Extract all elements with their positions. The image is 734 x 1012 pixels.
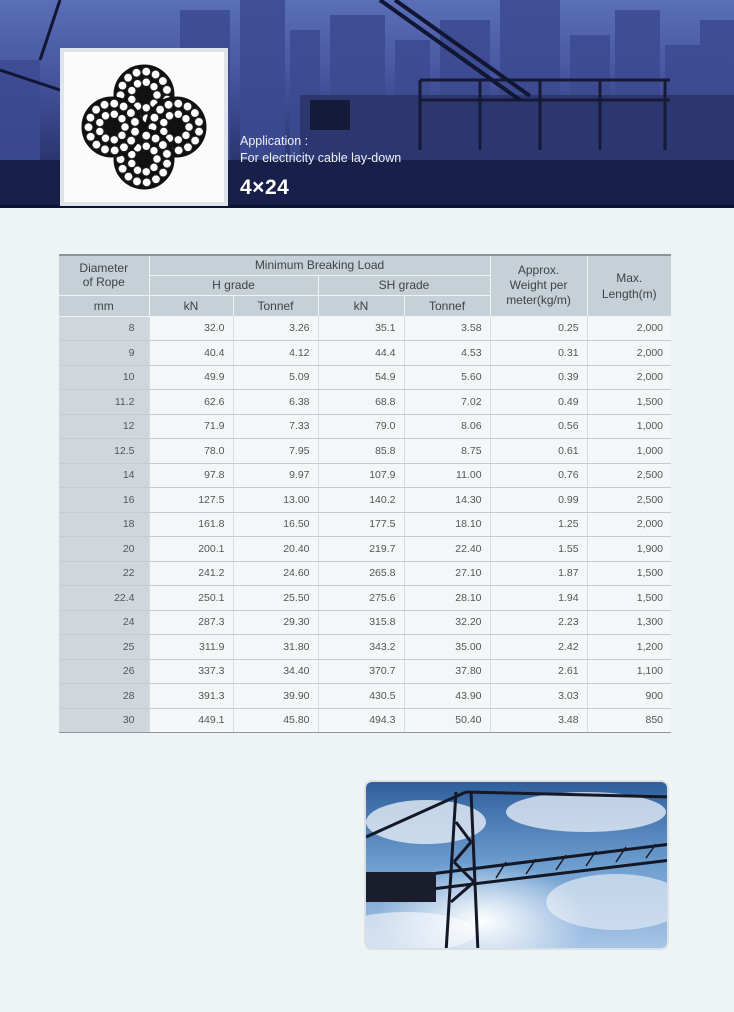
sh-kn-cell: 35.1 [318, 316, 404, 341]
wire-circle [131, 127, 140, 136]
sh-kn-cell: 85.8 [318, 439, 404, 464]
wire-circle [163, 149, 172, 158]
table-row [59, 414, 671, 439]
wire-circle [174, 99, 183, 108]
diameter-cell: 18 [59, 512, 149, 537]
diameter-cell: 16 [59, 488, 149, 513]
wire-circle [137, 88, 151, 102]
sh-tonnef-cell: 50.40 [404, 708, 490, 733]
sh-tonnef-cell: 7.02 [404, 390, 490, 415]
weight-cell: 1.55 [490, 537, 587, 562]
h-tonnef-cell: 24.60 [233, 561, 318, 586]
sh-kn-cell: 265.8 [318, 561, 404, 586]
h-tonnef-cell: 39.90 [233, 684, 318, 709]
max-length-cell: 850 [587, 708, 671, 733]
wire-circle [118, 81, 127, 90]
h-tonnef-cell: 7.33 [233, 414, 318, 439]
h-tonnef-cell: 16.50 [233, 512, 318, 537]
header-weight [490, 255, 587, 316]
sh-kn-cell: 54.9 [318, 365, 404, 390]
table-row [59, 635, 671, 660]
wire-circle [150, 82, 158, 90]
wire-circle [142, 104, 150, 112]
rope-spec-table [59, 254, 671, 733]
wire-circle [137, 152, 151, 166]
max-length-cell: 1,000 [587, 439, 671, 464]
diameter-cell: 30 [59, 708, 149, 733]
h-kn-cell: 241.2 [149, 561, 233, 586]
rope-strand-diagram [64, 52, 224, 202]
wire-circle [164, 100, 173, 109]
max-length-cell: 1,100 [587, 659, 671, 684]
table-row [59, 537, 671, 562]
wire-circle [163, 85, 172, 94]
wire-circle [153, 91, 161, 99]
sh-tonnef-cell: 3.58 [404, 316, 490, 341]
header-weight-line2: Weight per [509, 278, 568, 293]
diameter-cell: 26 [59, 659, 149, 684]
sh-kn-cell: 140.2 [318, 488, 404, 513]
header-sh-kn: kN [318, 295, 404, 316]
sh-tonnef-cell: 8.06 [404, 414, 490, 439]
wire-circle [100, 100, 109, 109]
wire-circle [160, 118, 168, 126]
table-row [59, 708, 671, 733]
weight-cell: 0.99 [490, 488, 587, 513]
sh-kn-cell: 177.5 [318, 512, 404, 537]
wire-circle [118, 164, 127, 173]
h-kn-cell: 32.0 [149, 316, 233, 341]
wire-circle [191, 136, 200, 145]
table-row [59, 659, 671, 684]
h-kn-cell: 287.3 [149, 610, 233, 635]
h-tonnef-cell: 6.38 [233, 390, 318, 415]
diameter-cell: 9 [59, 341, 149, 366]
wire-circle [110, 136, 118, 144]
header-diameter-unit: mm [59, 295, 149, 316]
h-tonnef-cell: 7.95 [233, 439, 318, 464]
max-length-cell: 2,000 [587, 341, 671, 366]
diameter-cell: 22.4 [59, 586, 149, 611]
wire-circle [150, 146, 158, 154]
sh-tonnef-cell: 27.10 [404, 561, 490, 586]
header-diameter [59, 255, 149, 295]
wire-circle [118, 131, 126, 139]
sh-tonnef-cell: 4.53 [404, 341, 490, 366]
diameter-cell: 10 [59, 365, 149, 390]
wire-circle [183, 102, 192, 111]
h-kn-cell: 71.9 [149, 414, 233, 439]
wire-circle [119, 102, 128, 111]
wire-circle [151, 70, 160, 79]
table-row [59, 512, 671, 537]
wire-circle [132, 68, 141, 77]
wire-circle [184, 143, 193, 152]
rope-spec-table-container [59, 254, 671, 733]
wire-circle [152, 175, 161, 184]
header-banner [0, 0, 734, 208]
sh-kn-cell: 107.9 [318, 463, 404, 488]
wire-circle [110, 99, 119, 108]
wire-circle [142, 168, 150, 176]
table-row [59, 586, 671, 611]
max-length-cell: 1,500 [587, 390, 671, 415]
application-block [240, 133, 401, 167]
wire-circle [174, 110, 182, 118]
wire-circle [121, 123, 129, 131]
h-kn-cell: 62.6 [149, 390, 233, 415]
wire-circle [156, 105, 165, 114]
h-kn-cell: 250.1 [149, 586, 233, 611]
sh-tonnef-cell: 18.10 [404, 512, 490, 537]
wire-circle [195, 117, 204, 126]
header-max-length-line2: Length(m) [601, 286, 657, 301]
sh-tonnef-cell: 28.10 [404, 586, 490, 611]
wire-circle [182, 131, 190, 139]
header-diameter-line1: Diameter [79, 261, 129, 276]
wire-circle [118, 114, 126, 122]
h-tonnef-cell: 25.50 [233, 586, 318, 611]
wire-circle [92, 105, 101, 114]
diameter-cell: 24 [59, 610, 149, 635]
wire-circle [92, 140, 101, 149]
h-kn-cell: 337.3 [149, 659, 233, 684]
header-max-length [587, 255, 671, 316]
h-tonnef-cell: 34.40 [233, 659, 318, 684]
sh-tonnef-cell: 22.40 [404, 537, 490, 562]
h-tonnef-cell: 13.00 [233, 488, 318, 513]
table-row [59, 439, 671, 464]
wire-circle [96, 127, 104, 135]
h-tonnef-cell: 45.80 [233, 708, 318, 733]
rope-spec-title: 4×24 [240, 176, 290, 199]
max-length-cell: 1,000 [587, 414, 671, 439]
table-row [59, 684, 671, 709]
sh-kn-cell: 44.4 [318, 341, 404, 366]
wire-circle [150, 163, 158, 171]
header-h-grade: H grade [149, 275, 318, 295]
h-kn-cell: 49.9 [149, 365, 233, 390]
diameter-cell: 28 [59, 684, 149, 709]
sh-tonnef-cell: 35.00 [404, 635, 490, 660]
table-row [59, 390, 671, 415]
max-length-cell: 1,200 [587, 635, 671, 660]
h-kn-cell: 40.4 [149, 341, 233, 366]
wire-circle [142, 67, 151, 76]
table-row [59, 488, 671, 513]
h-tonnef-cell: 3.26 [233, 316, 318, 341]
h-kn-cell: 97.8 [149, 463, 233, 488]
wire-circle [142, 131, 151, 140]
max-length-cell: 2,000 [587, 316, 671, 341]
sh-tonnef-cell: 32.20 [404, 610, 490, 635]
max-length-cell: 1,500 [587, 561, 671, 586]
max-length-cell: 1,300 [587, 610, 671, 635]
wire-circle [86, 132, 95, 141]
h-tonnef-cell: 5.09 [233, 365, 318, 390]
table-row [59, 365, 671, 390]
header-sh-grade: SH grade [318, 275, 490, 295]
wire-circle [133, 166, 141, 174]
wire-circle [96, 118, 104, 126]
header-h-kn: kN [149, 295, 233, 316]
application-text: For electricity cable lay-down [240, 151, 402, 165]
diameter-cell: 8 [59, 316, 149, 341]
weight-cell: 0.76 [490, 463, 587, 488]
wire-circle [153, 155, 161, 163]
weight-cell: 0.61 [490, 439, 587, 464]
sh-kn-cell: 494.3 [318, 708, 404, 733]
wire-circle [174, 146, 183, 155]
sh-kn-cell: 79.0 [318, 414, 404, 439]
max-length-cell: 2,500 [587, 488, 671, 513]
weight-cell: 1.25 [490, 512, 587, 537]
weight-cell: 0.25 [490, 316, 587, 341]
sh-kn-cell: 275.6 [318, 586, 404, 611]
wire-circle [105, 120, 119, 134]
diameter-cell: 20 [59, 537, 149, 562]
weight-cell: 2.61 [490, 659, 587, 684]
sh-kn-cell: 219.7 [318, 537, 404, 562]
wire-circle [101, 145, 110, 154]
h-tonnef-cell: 4.12 [233, 341, 318, 366]
table-body [59, 316, 671, 733]
h-tonnef-cell: 31.80 [233, 635, 318, 660]
header-sh-tonnef: Tonnef [404, 295, 490, 316]
header-weight-line1: Approx. [517, 263, 560, 278]
sh-tonnef-cell: 11.00 [404, 463, 490, 488]
sh-kn-cell: 315.8 [318, 610, 404, 635]
h-kn-cell: 200.1 [149, 537, 233, 562]
weight-cell: 1.94 [490, 586, 587, 611]
header-max-length-line1: Max. [616, 270, 643, 285]
sh-kn-cell: 370.7 [318, 659, 404, 684]
wire-circle [150, 113, 159, 122]
wire-circle [169, 120, 183, 134]
sh-tonnef-cell: 14.30 [404, 488, 490, 513]
weight-cell: 3.48 [490, 708, 587, 733]
wire-circle [84, 123, 93, 132]
sh-kn-cell: 430.5 [318, 684, 404, 709]
table-row [59, 561, 671, 586]
wire-circle [133, 80, 141, 88]
wire-circle [158, 141, 167, 150]
h-tonnef-cell: 20.40 [233, 537, 318, 562]
weight-cell: 3.03 [490, 684, 587, 709]
wire-circle [124, 73, 133, 82]
max-length-cell: 1,900 [587, 537, 671, 562]
wire-circle [142, 78, 150, 86]
h-tonnef-cell: 29.30 [233, 610, 318, 635]
rope-cross-section [60, 48, 228, 206]
wire-circle [165, 112, 173, 120]
weight-cell: 1.87 [490, 561, 587, 586]
h-kn-cell: 127.5 [149, 488, 233, 513]
header-h-tonnef: Tonnef [233, 295, 318, 316]
table-row [59, 610, 671, 635]
header-diameter-line2: of Rope [82, 275, 125, 290]
weight-cell: 0.39 [490, 365, 587, 390]
max-length-cell: 2,500 [587, 463, 671, 488]
weight-cell: 2.23 [490, 610, 587, 635]
sh-tonnef-cell: 8.75 [404, 439, 490, 464]
wire-circle [124, 172, 133, 181]
wire-circle [120, 143, 129, 152]
diameter-cell: 22 [59, 561, 149, 586]
h-tonnef-cell: 9.97 [233, 463, 318, 488]
wire-circle [185, 123, 193, 131]
table-row [59, 463, 671, 488]
max-length-cell: 1,500 [587, 586, 671, 611]
diameter-cell: 11.2 [59, 390, 149, 415]
wire-circle [110, 110, 118, 118]
wire-circle [101, 112, 109, 120]
crane-sky-image [366, 782, 669, 950]
wire-circle [158, 77, 167, 86]
table-row [59, 341, 671, 366]
sh-kn-cell: 68.8 [318, 390, 404, 415]
sh-kn-cell: 343.2 [318, 635, 404, 660]
weight-cell: 0.56 [490, 414, 587, 439]
weight-cell: 2.42 [490, 635, 587, 660]
max-length-cell: 2,000 [587, 512, 671, 537]
sh-tonnef-cell: 43.90 [404, 684, 490, 709]
wire-circle [127, 136, 136, 145]
wire-circle [195, 127, 204, 136]
wire-circle [174, 136, 182, 144]
wire-circle [142, 178, 151, 187]
wire-circle [142, 142, 150, 150]
wire-circle [110, 146, 119, 155]
wire-circle [101, 134, 109, 142]
sh-tonnef-cell: 5.60 [404, 365, 490, 390]
h-kn-cell: 161.8 [149, 512, 233, 537]
wire-circle [159, 168, 168, 177]
max-length-cell: 900 [587, 684, 671, 709]
header-min-breaking-load: Minimum Breaking Load [149, 255, 490, 275]
max-length-cell: 2,000 [587, 365, 671, 390]
wire-circle [133, 177, 142, 186]
table-row [59, 316, 671, 341]
weight-cell: 0.49 [490, 390, 587, 415]
wire-circle [128, 86, 136, 94]
wire-circle [126, 109, 135, 118]
h-kn-cell: 449.1 [149, 708, 233, 733]
wire-circle [131, 117, 140, 126]
crane-photo [364, 780, 669, 950]
h-kn-cell: 78.0 [149, 439, 233, 464]
diameter-cell: 12.5 [59, 439, 149, 464]
wire-circle [163, 159, 172, 168]
h-kn-cell: 391.3 [149, 684, 233, 709]
diameter-cell: 14 [59, 463, 149, 488]
diameter-cell: 12 [59, 414, 149, 439]
application-label: Application : [240, 134, 309, 148]
header-weight-line3: meter(kg/m) [506, 293, 571, 308]
wire-circle [182, 114, 190, 122]
h-kn-cell: 311.9 [149, 635, 233, 660]
wire-circle [86, 113, 95, 122]
sh-tonnef-cell: 37.80 [404, 659, 490, 684]
wire-circle [190, 109, 199, 118]
weight-cell: 0.31 [490, 341, 587, 366]
wire-circle [128, 159, 136, 167]
wire-circle [151, 134, 160, 143]
diameter-cell: 25 [59, 635, 149, 660]
